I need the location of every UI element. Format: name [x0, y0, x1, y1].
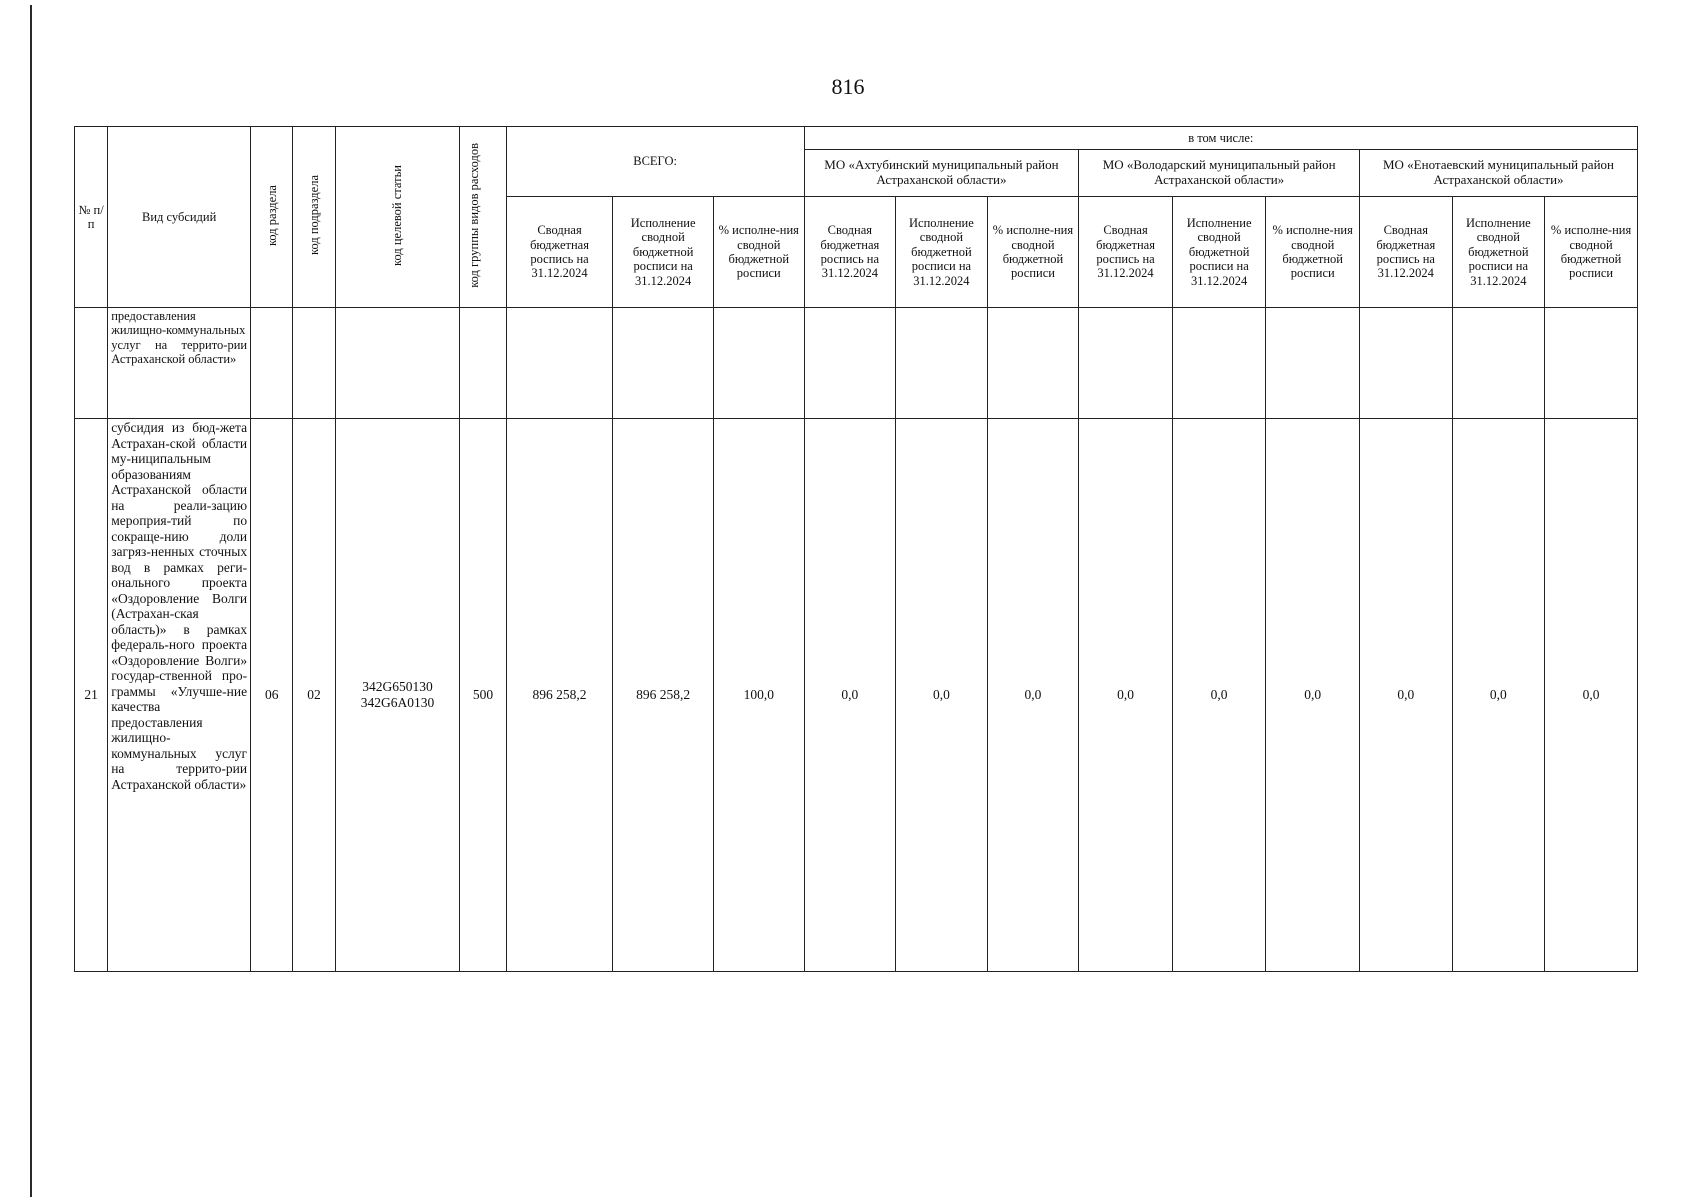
header-mo3-plan: Сводная бюджетная роспись на 31.12.2024: [1359, 197, 1452, 308]
table-row: [75, 419, 1638, 972]
cell-mo3-pct: 0,0: [1545, 419, 1638, 972]
cell-group: [460, 308, 506, 419]
cell-value: [987, 308, 1079, 419]
cell-mo1-exec: 0,0: [896, 419, 988, 972]
cell-value: [1359, 308, 1452, 419]
header-mo1-exec: Исполнение сводной бюджетной росписи на 31.12.2024: [896, 197, 988, 308]
cell-subsection: [293, 308, 335, 419]
cell-total-plan: 896 258,2: [506, 419, 613, 972]
header-mo3-exec: Исполнение сводной бюджетной росписи на 31.12.2024: [1452, 197, 1545, 308]
header-mo3-pct: % исполне-ния сводной бюджетной росписи: [1545, 197, 1638, 308]
cell-value: [1266, 308, 1360, 419]
header-mo2-pct: % исполне-ния сводной бюджетной росписи: [1266, 197, 1360, 308]
cell-value: [506, 308, 613, 419]
budget-table: [74, 126, 1638, 972]
cell-value: [896, 308, 988, 419]
table-row: [75, 308, 1638, 419]
cell-mo2-exec: 0,0: [1172, 419, 1266, 972]
cell-group: 500: [460, 419, 506, 972]
cell-n: [75, 308, 108, 419]
cell-section: 06: [251, 419, 293, 972]
cell-n: 21: [75, 419, 108, 972]
cell-mo3-exec: 0,0: [1452, 419, 1545, 972]
header-mo2-plan: Сводная бюджетная роспись на 31.12.2024: [1079, 197, 1173, 308]
header-mo-akhtubinsky: МО «Ахтубинский муниципальный район Астраханской области»: [804, 150, 1079, 197]
header-group-code: код группы видов расходов: [460, 127, 506, 308]
header-total-plan: Сводная бюджетная роспись на 31.12.2024: [506, 197, 613, 308]
cell-mo1-pct: 0,0: [987, 419, 1079, 972]
header-mo2-exec: Исполнение сводной бюджетной росписи на 31.12.2024: [1172, 197, 1266, 308]
header-including: в том числе:: [804, 127, 1637, 150]
header-total: ВСЕГО:: [506, 127, 804, 197]
cell-target: [335, 419, 460, 972]
header-total-exec: Исполнение сводной бюджетной росписи на 31.12.2024: [613, 197, 714, 308]
header-mo-volodarsky: МО «Володарский муниципальный район Астраханской области»: [1079, 150, 1360, 197]
cell-target-code-2: 342G6A0130: [360, 695, 435, 710]
cell-mo2-plan: 0,0: [1079, 419, 1173, 972]
page-left-margin-line: [30, 5, 32, 1197]
cell-value: [713, 308, 804, 419]
header-subsidy-type: Вид субсидий: [108, 127, 251, 308]
cell-value: [1079, 308, 1173, 419]
cell-value: [1545, 308, 1638, 419]
header-mo-enotaevsky: МО «Енотаевский муниципальный район Астраханской области»: [1359, 150, 1637, 197]
header-section-code: код раздела: [251, 127, 293, 308]
page-number: 816: [831, 74, 865, 99]
cell-subsidy-description: предоставления жилищно-коммунальных услуг на террито-рии Астраханской области»: [108, 308, 251, 419]
cell-mo1-plan: 0,0: [804, 419, 896, 972]
header-mo1-plan: Сводная бюджетная роспись на 31.12.2024: [804, 197, 896, 308]
cell-mo3-plan: 0,0: [1359, 419, 1452, 972]
cell-target-code-1: 342G650130: [362, 679, 433, 695]
cell-mo2-pct: 0,0: [1266, 419, 1360, 972]
cell-value: [804, 308, 896, 419]
header-target-code: код целевой статьи: [335, 127, 460, 308]
cell-section: [251, 308, 293, 419]
cell-total-exec: 896 258,2: [613, 419, 714, 972]
cell-target: [335, 308, 460, 419]
cell-value: [613, 308, 714, 419]
cell-value: [1452, 308, 1545, 419]
cell-total-pct: 100,0: [713, 419, 804, 972]
cell-subsidy-description: субсидия из бюд-жета Астрахан-ской области му-ниципальным образованиям Астраханской области на реали-зацию мероприя-тий по сокраще-нию доли загряз-ненных сточных вод в рамках реги-онального проекта «Оздоровление Волги (Астрахан-ская область)» в рамках федераль-ного проекта «Оздоровление Волги» государ-ственной про-граммы «Улучше-ние качества предоставления жилищно-коммунальных услуг на террито-рии Астраханской области»: [108, 419, 251, 972]
cell-subsection: 02: [293, 419, 335, 972]
cell-value: [1172, 308, 1266, 419]
header-subsection-code: код подраздела: [293, 127, 335, 308]
header-mo1-pct: % исполне-ния сводной бюджетной росписи: [987, 197, 1079, 308]
header-total-pct: % исполне-ния сводной бюджетной росписи: [713, 197, 804, 308]
header-n: № п/п: [75, 127, 108, 308]
